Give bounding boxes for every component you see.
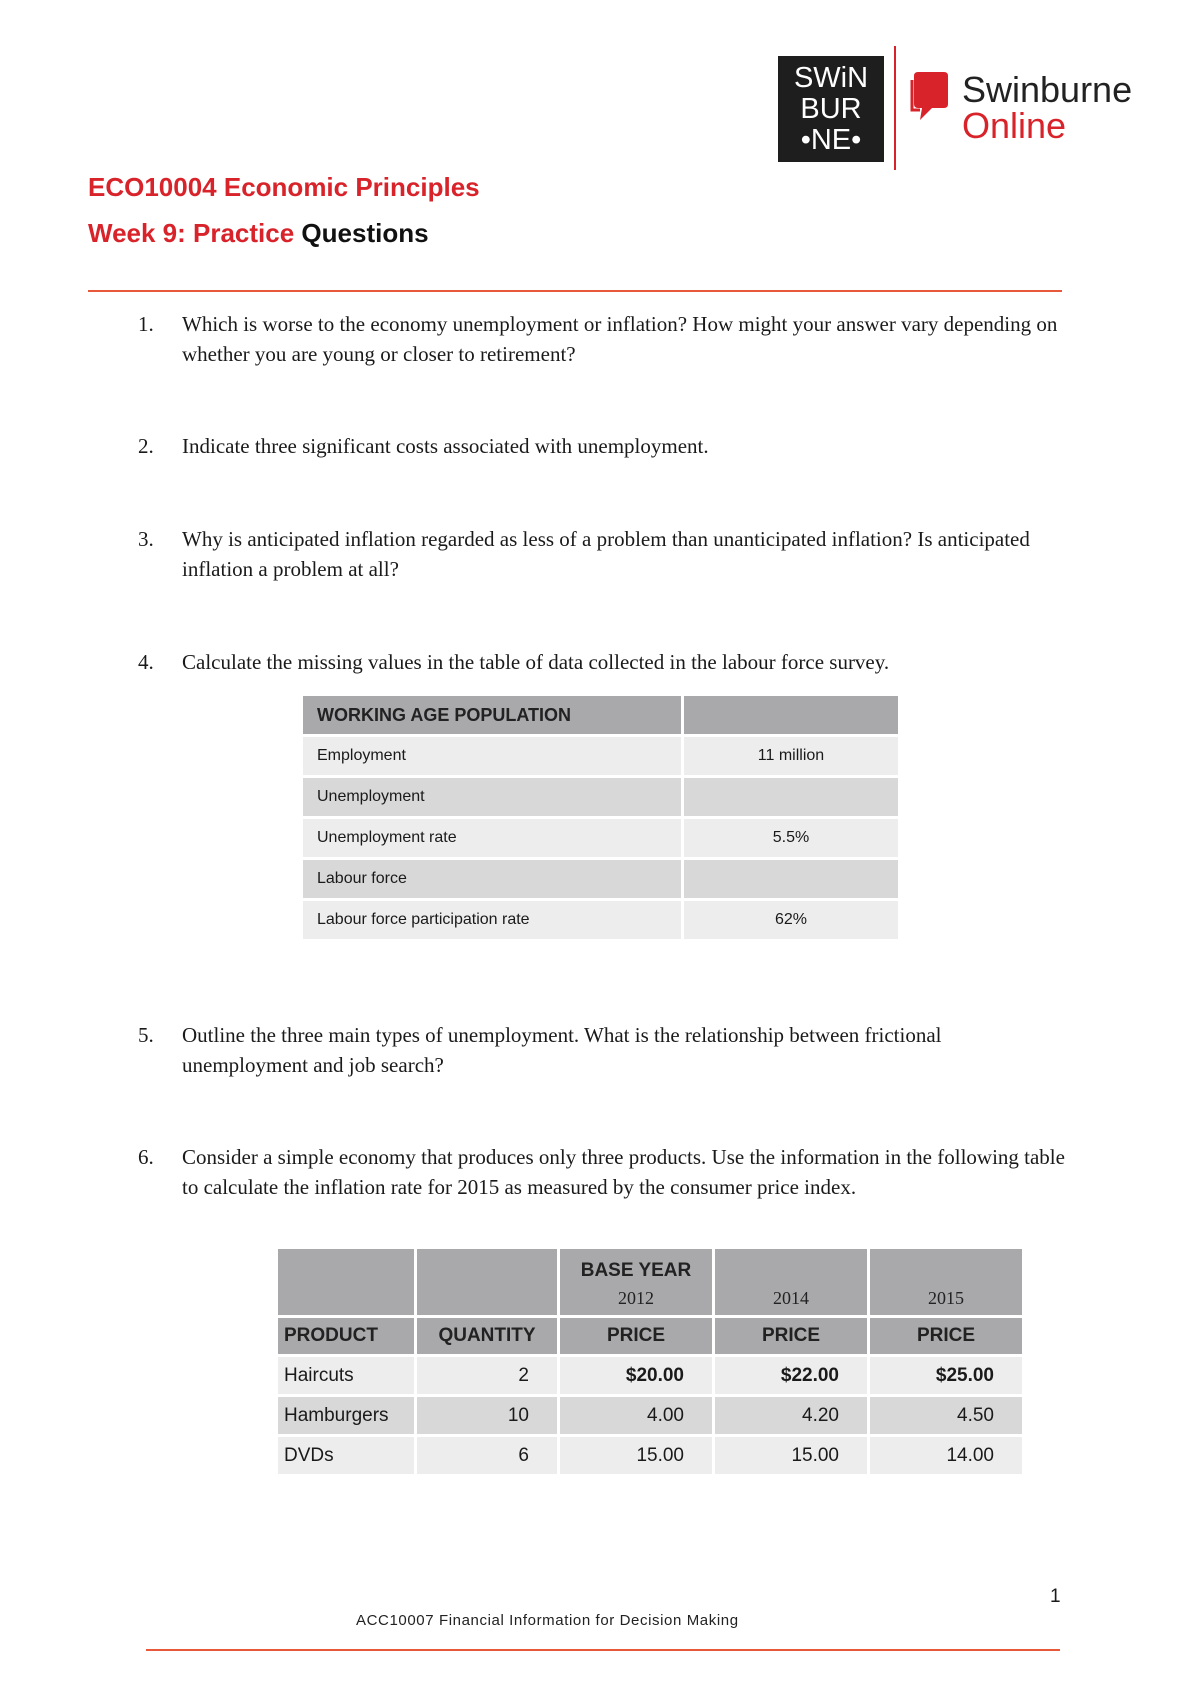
row-value: 62% [684, 901, 898, 939]
product-cell: DVDs [278, 1437, 414, 1474]
question-text: Indicate three significant costs associated with unemployment. [182, 434, 709, 458]
empty-cell [417, 1249, 557, 1315]
table-row [303, 778, 898, 816]
base-year-cell [560, 1249, 712, 1315]
price-cell: 15.00 [715, 1437, 867, 1474]
header-quantity: QUANTITY [417, 1318, 557, 1354]
row-value: 5.5% [684, 819, 898, 857]
question-number: 3. [138, 527, 154, 551]
question-2 [138, 431, 1068, 461]
price-cell: 14.00 [870, 1437, 1022, 1474]
question-number: 6. [138, 1145, 154, 1169]
question-text: Which is worse to the economy unemployment or inflation? How might your answer vary depending on whether you are young or closer to retirement? [182, 312, 1058, 366]
table-header-row [303, 696, 898, 734]
row-value [684, 860, 898, 898]
footer-text: ACC10007 Financial Information for Decision Making [356, 1612, 739, 1629]
page-number: 1 [1050, 1586, 1061, 1607]
row-value: 11 million [684, 737, 898, 775]
year-label: 2012 [618, 1288, 654, 1308]
header-price: PRICE [560, 1318, 712, 1354]
price-cell: 4.00 [560, 1397, 712, 1434]
week-title-red: Week 9: Practice [88, 218, 295, 248]
year-label: 2015 [928, 1288, 964, 1308]
question-4 [138, 647, 1068, 677]
header-price: PRICE [715, 1318, 867, 1354]
price-cell: 15.00 [560, 1437, 712, 1474]
logo-area [778, 46, 1158, 170]
footer-rule [146, 1649, 1060, 1651]
table-row [303, 819, 898, 857]
question-6 [138, 1142, 1068, 1202]
logo-divider [894, 46, 896, 170]
logo-box-line-2: BUR [800, 92, 862, 125]
week-title-black: Questions [294, 218, 429, 248]
question-text: Consider a simple economy that produces only three products. Use the information in the following table to calculate the inflation rate for 2015 as measured by the consumer price index. [182, 1145, 1065, 1199]
table-header-cell: WORKING AGE POPULATION [303, 696, 681, 734]
row-label: Unemployment [303, 778, 681, 816]
header-product: PRODUCT [278, 1318, 414, 1354]
question-number: 1. [138, 312, 154, 336]
empty-cell [278, 1249, 414, 1315]
speech-bubble-icon [910, 70, 950, 124]
week-title [88, 218, 429, 249]
table-row [278, 1437, 1022, 1474]
swinburne-logo-box [778, 56, 884, 162]
question-number: 4. [138, 650, 154, 674]
quantity-cell: 6 [417, 1437, 557, 1474]
labour-force-table [300, 693, 901, 942]
question-1 [138, 309, 1068, 369]
question-text: Outline the three main types of unemployment. What is the relationship between frictional unemployment and job search? [182, 1023, 942, 1077]
brand-line-2: Online [962, 105, 1067, 146]
table-row [303, 737, 898, 775]
product-cell: Hamburgers [278, 1397, 414, 1434]
table-year-row [278, 1249, 1022, 1315]
row-label: Employment [303, 737, 681, 775]
course-title: ECO10004 Economic Principles [88, 172, 480, 202]
row-label: Unemployment rate [303, 819, 681, 857]
header-rule [88, 290, 1062, 292]
table-header-row [278, 1318, 1022, 1354]
year-cell [870, 1249, 1022, 1315]
brand-wordmark [962, 69, 1133, 146]
table-row [278, 1357, 1022, 1394]
logo-box-line-1: SWiN [793, 61, 869, 94]
price-cell: $20.00 [560, 1357, 712, 1394]
quantity-cell: 10 [417, 1397, 557, 1434]
table-row [303, 901, 898, 939]
table-row [278, 1397, 1022, 1434]
question-text: Why is anticipated inflation regarded as less of a problem than unanticipated inflation? Is anticipated inflation a problem at all? [182, 527, 1030, 581]
header-price: PRICE [870, 1318, 1022, 1354]
question-5 [138, 1020, 1068, 1080]
price-cell: $22.00 [715, 1357, 867, 1394]
product-cell: Haircuts [278, 1357, 414, 1394]
question-number: 2. [138, 434, 154, 458]
question-text: Calculate the missing values in the table of data collected in the labour force survey. [182, 650, 890, 674]
row-label: Labour force [303, 860, 681, 898]
table-row [303, 860, 898, 898]
table-header-value-cell [684, 696, 898, 734]
row-value [684, 778, 898, 816]
question-number: 5. [138, 1023, 154, 1047]
logo-box-line-3: •NE• [800, 123, 862, 156]
year-label: 2014 [773, 1288, 809, 1308]
cpi-price-table [275, 1246, 1025, 1477]
price-cell: 4.50 [870, 1397, 1022, 1434]
base-year-label: BASE YEAR [580, 1260, 692, 1281]
question-3 [138, 524, 1068, 584]
price-cell: $25.00 [870, 1357, 1022, 1394]
brand-line-1: Swinburne [962, 69, 1133, 110]
price-cell: 4.20 [715, 1397, 867, 1434]
row-label: Labour force participation rate [303, 901, 681, 939]
quantity-cell: 2 [417, 1357, 557, 1394]
year-cell [715, 1249, 867, 1315]
